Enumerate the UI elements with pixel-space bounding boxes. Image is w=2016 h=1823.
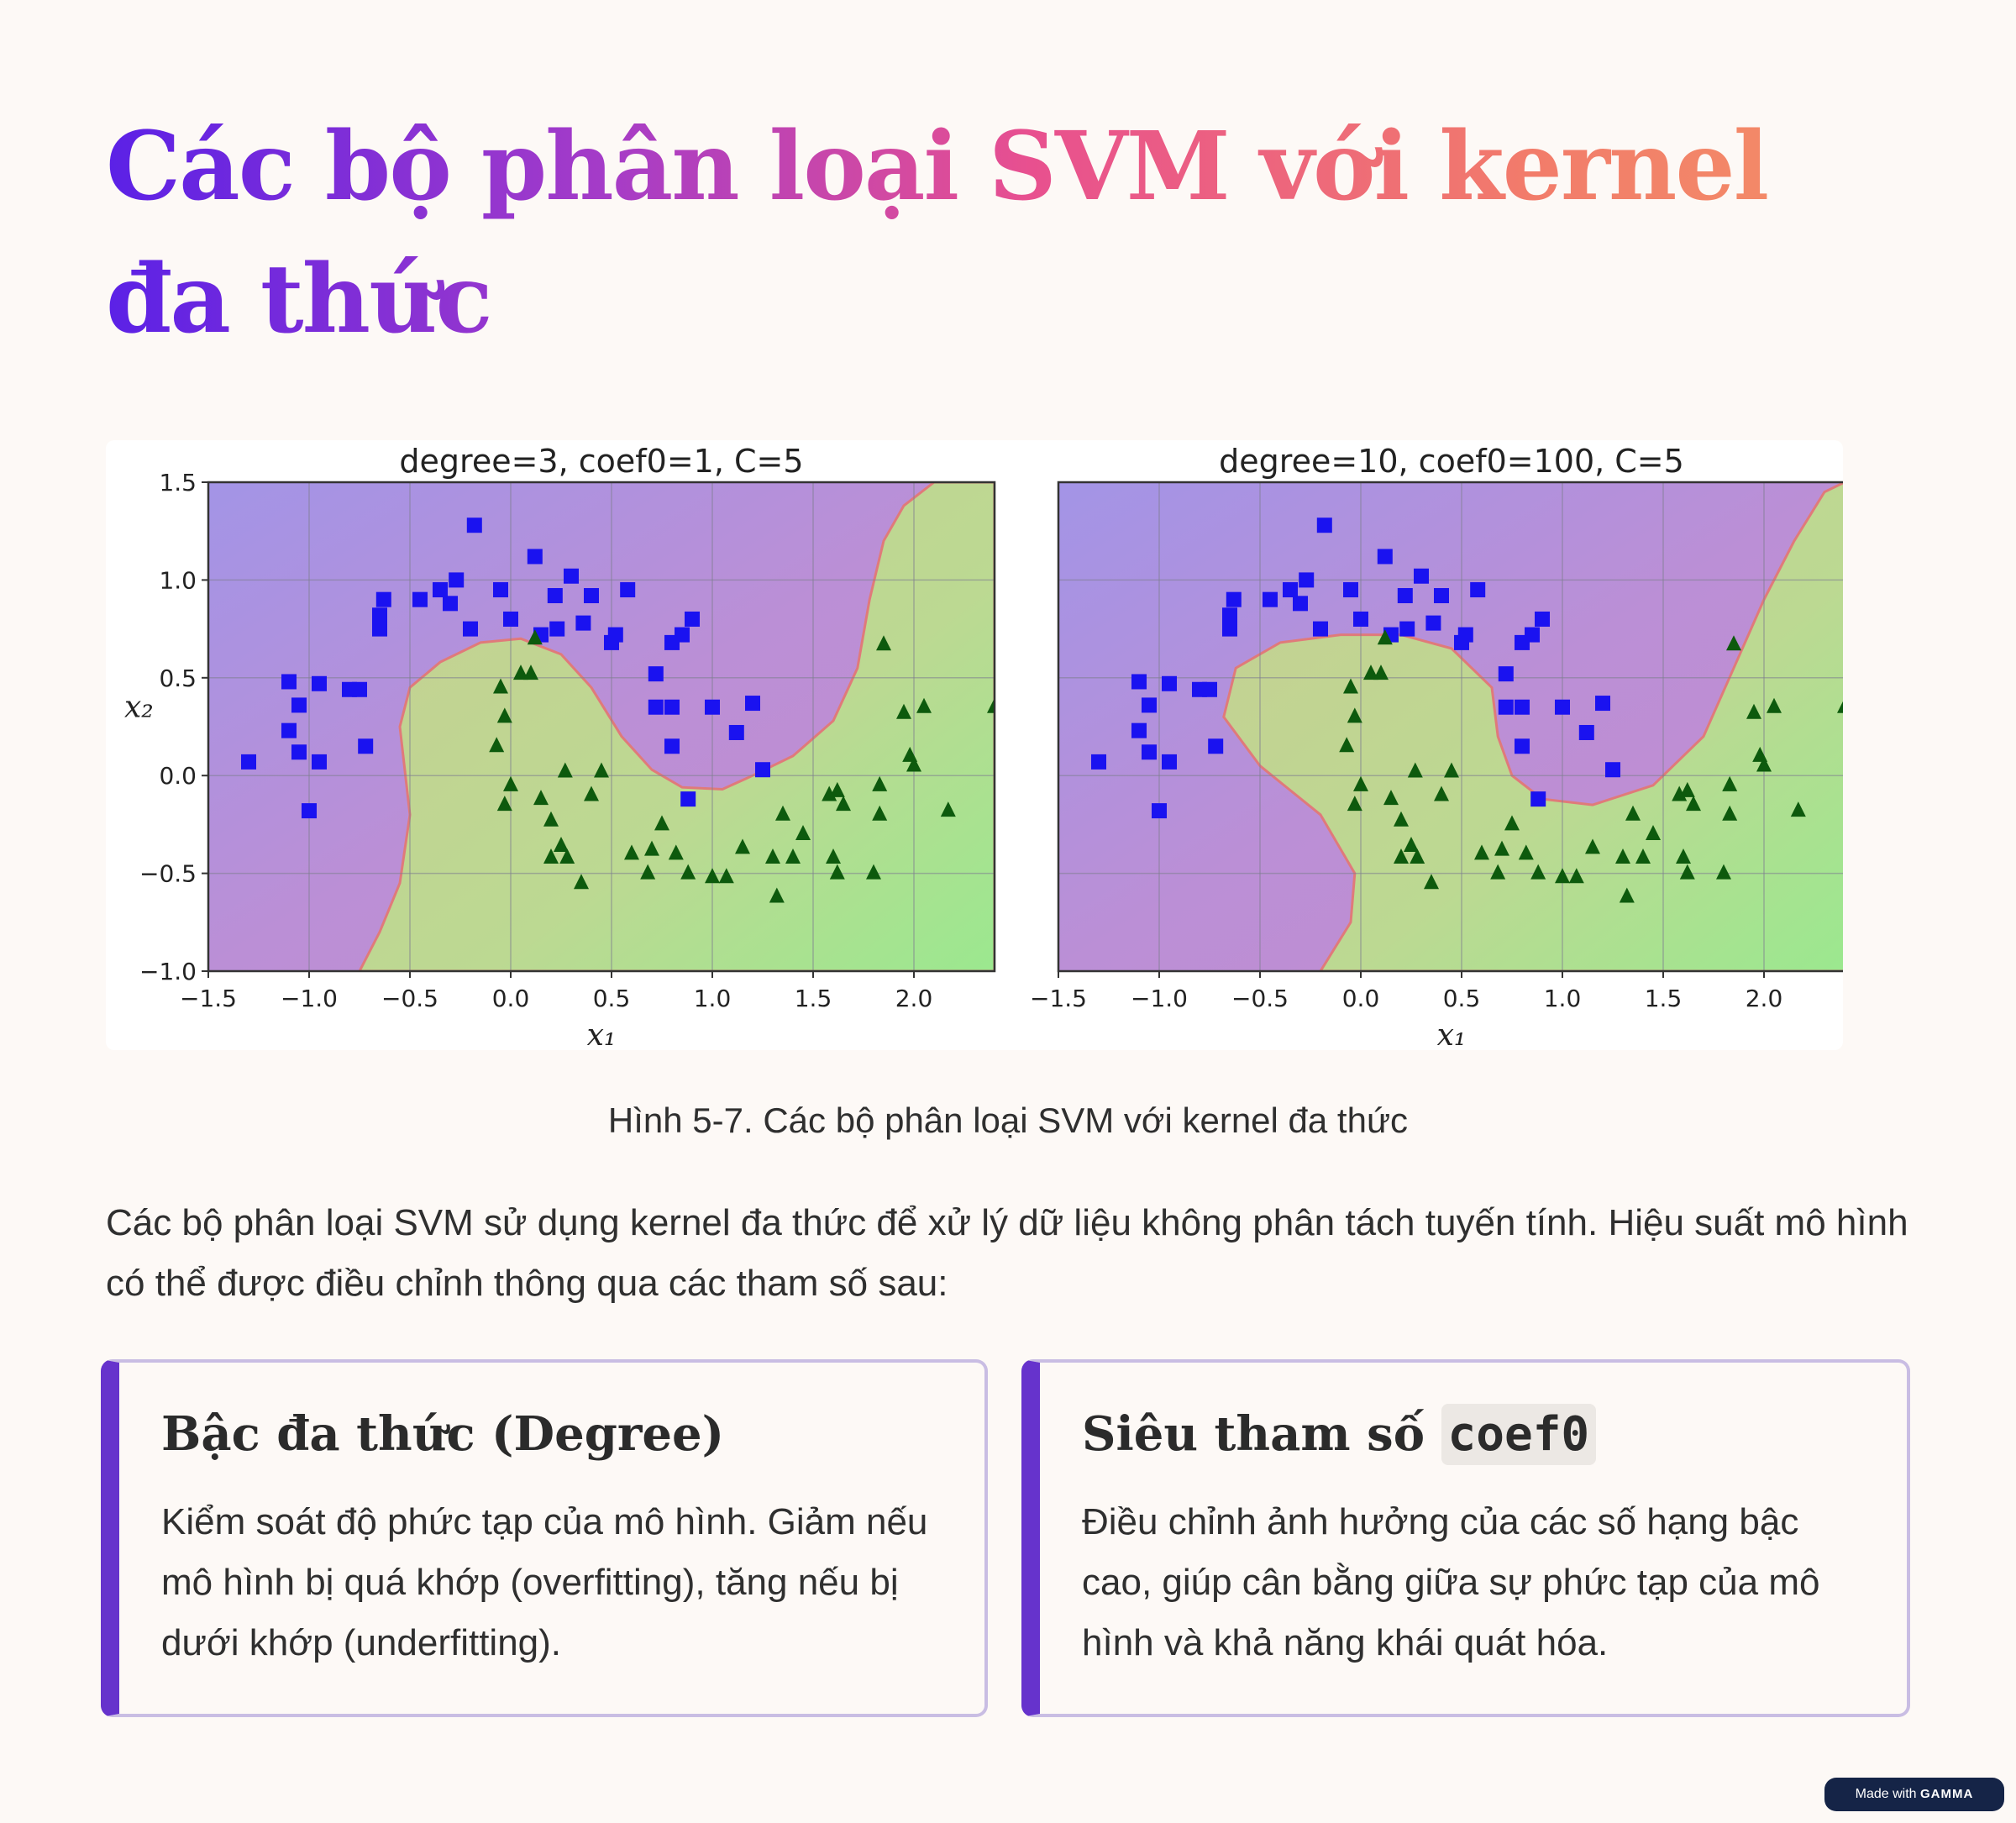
y-axis-label: x₂ [124,690,154,725]
data-point-square [1317,517,1332,533]
data-point-square [1525,628,1540,643]
x-tick-label: 1.5 [1644,985,1683,1012]
data-point-square [312,754,327,770]
page-title: Các bộ phân loại SVM với kernel đa thức [106,101,1786,366]
made-with-gamma-badge[interactable] [1824,1778,2004,1811]
data-point-square [1470,582,1485,597]
data-point-square [1425,616,1441,631]
data-point-square [620,582,635,597]
data-point-square [1222,607,1237,623]
y-tick-label: 1.5 [159,469,197,496]
data-point-square [1434,588,1449,603]
data-point-square [1555,700,1570,715]
figure-caption: Hình 5-7. Các bộ phân loại SVM với kernel đa thức [607,1101,1409,1140]
card-coef0-title [1082,1406,1596,1462]
data-point-square [1353,612,1368,627]
data-point-square [664,700,680,715]
data-point-square [1398,588,1413,603]
data-point-square [608,628,623,643]
data-point-square [372,607,387,623]
x-tick-label: 0.5 [592,985,631,1012]
data-point-square [1515,738,1530,754]
data-point-square [412,592,428,607]
data-point-square [648,700,664,715]
x-tick-label: 1.5 [794,985,832,1012]
data-point-square [372,622,387,637]
x-tick-label: 0.5 [1442,985,1481,1012]
data-point-square [312,676,327,691]
data-point-square [1313,622,1328,637]
intro-paragraph: Các bộ phân loại SVM sử dụng kernel đa thức để xử lý dữ liệu không phân tách tuyến tính. Hiệu suất mô hình có thể được điều chỉnh thông qua các tham số sau: [106,1202,1908,1304]
plot-title: degree=10, coef0=100, C=5 [1219,443,1684,480]
data-point-square [685,612,700,627]
card-coef0-title-prefix: Siêu tham số [1082,1406,1441,1462]
data-point-square [528,549,543,564]
data-point-square [575,616,591,631]
data-point-square [1162,754,1177,770]
data-point-square [1299,572,1314,587]
data-point-square [1162,676,1177,691]
data-point-square [1605,762,1620,777]
data-point-square [1222,622,1237,637]
data-point-square [1202,682,1217,697]
data-point-square [1142,744,1157,759]
plot-area [208,482,1002,971]
plot-title: degree=3, coef0=1, C=5 [399,443,804,480]
data-point-square [1226,592,1242,607]
data-point-square [584,588,599,603]
data-point-square [463,622,478,637]
data-point-square [1293,596,1308,611]
data-point-square [1579,725,1594,740]
x-tick-label: 0.0 [491,985,530,1012]
y-tick-label: 0.5 [159,664,197,692]
data-point-square [1378,549,1393,564]
data-point-square [352,682,367,697]
x-axis-label: x₁ [1436,1018,1467,1050]
card-coef0-body: Điều chỉnh ảnh hưởng của các số hạng bậc cao, giúp cân bằng giữa sự phức tạp của mô hình và khả năng khái quát hóa. [1082,1501,1820,1663]
data-point-square [1091,754,1106,770]
y-tick-label: −0.5 [139,859,197,888]
data-point-square [680,791,696,806]
data-point-square [648,666,664,681]
data-point-square [1535,612,1550,627]
data-point-square [1414,569,1429,584]
card-degree-title: Bậc đa thức (Degree) [161,1406,725,1462]
data-point-square [241,754,256,770]
data-point-square [1142,697,1157,712]
data-point-square [1515,700,1530,715]
data-point-square [675,628,690,643]
plot-area [1058,482,1843,971]
x-tick-label: 2.0 [1745,985,1783,1012]
data-point-square [443,596,458,611]
card-degree-body: Kiểm soát độ phức tạp của mô hình. Giảm nếu mô hình bị quá khớp (overfitting), tăng nếu bị dưới khớp (underfitting). [161,1501,928,1663]
data-point-square [1283,582,1298,597]
data-point-square [1208,738,1223,754]
data-point-square [705,700,720,715]
data-point-square [1399,622,1415,637]
x-tick-label: −0.5 [381,985,438,1012]
data-point-square [1499,700,1514,715]
data-point-square [291,697,307,712]
card-degree [101,1359,988,1717]
data-point-square [376,592,391,607]
data-point-square [729,725,744,740]
card-coef0-title-code: coef0 [1441,1404,1597,1465]
x-tick-label: −1.5 [1030,985,1087,1012]
data-point-square [1131,723,1147,738]
data-point-square [1458,628,1473,643]
data-point-square [302,803,317,818]
badge-prefix: Made with [1855,1787,1917,1801]
plot-degree-3 [124,443,1002,1050]
x-tick-label: 0.0 [1341,985,1380,1012]
data-point-square [1595,696,1610,711]
data-point-square [745,696,760,711]
x-axis-label: x₁ [586,1018,617,1050]
gamma-logo: GAMMA [1920,1787,1974,1801]
data-point-square [1343,582,1358,597]
x-tick-label: 1.0 [1543,985,1582,1012]
data-point-square [1263,592,1278,607]
data-point-square [358,738,373,754]
card-coef0 [1021,1359,1910,1717]
data-point-square [1530,791,1546,806]
x-tick-label: −1.5 [180,985,237,1012]
x-tick-label: −1.0 [1131,985,1188,1012]
data-point-square [449,572,464,587]
x-tick-label: 1.0 [693,985,732,1012]
data-point-square [433,582,448,597]
data-point-square [467,517,482,533]
data-point-square [291,744,307,759]
data-point-square [493,582,508,597]
svm-plots [106,440,1843,1050]
data-point-square [549,622,564,637]
y-tick-label: 1.0 [159,566,197,595]
data-point-square [564,569,579,584]
x-tick-label: 2.0 [895,985,933,1012]
data-point-square [1131,674,1147,689]
data-point-square [281,674,297,689]
data-point-square [503,612,518,627]
x-tick-label: −0.5 [1231,985,1289,1012]
y-tick-label: −1.0 [139,958,197,985]
plot-degree-10 [1030,443,1843,1050]
data-point-square [664,738,680,754]
data-point-square [1152,803,1167,818]
data-point-square [755,762,770,777]
data-point-square [548,588,563,603]
y-tick-label: 0.0 [159,762,197,791]
data-point-square [281,723,297,738]
data-point-square [1499,666,1514,681]
figure-panel [106,440,1843,1050]
x-tick-label: −1.0 [281,985,338,1012]
